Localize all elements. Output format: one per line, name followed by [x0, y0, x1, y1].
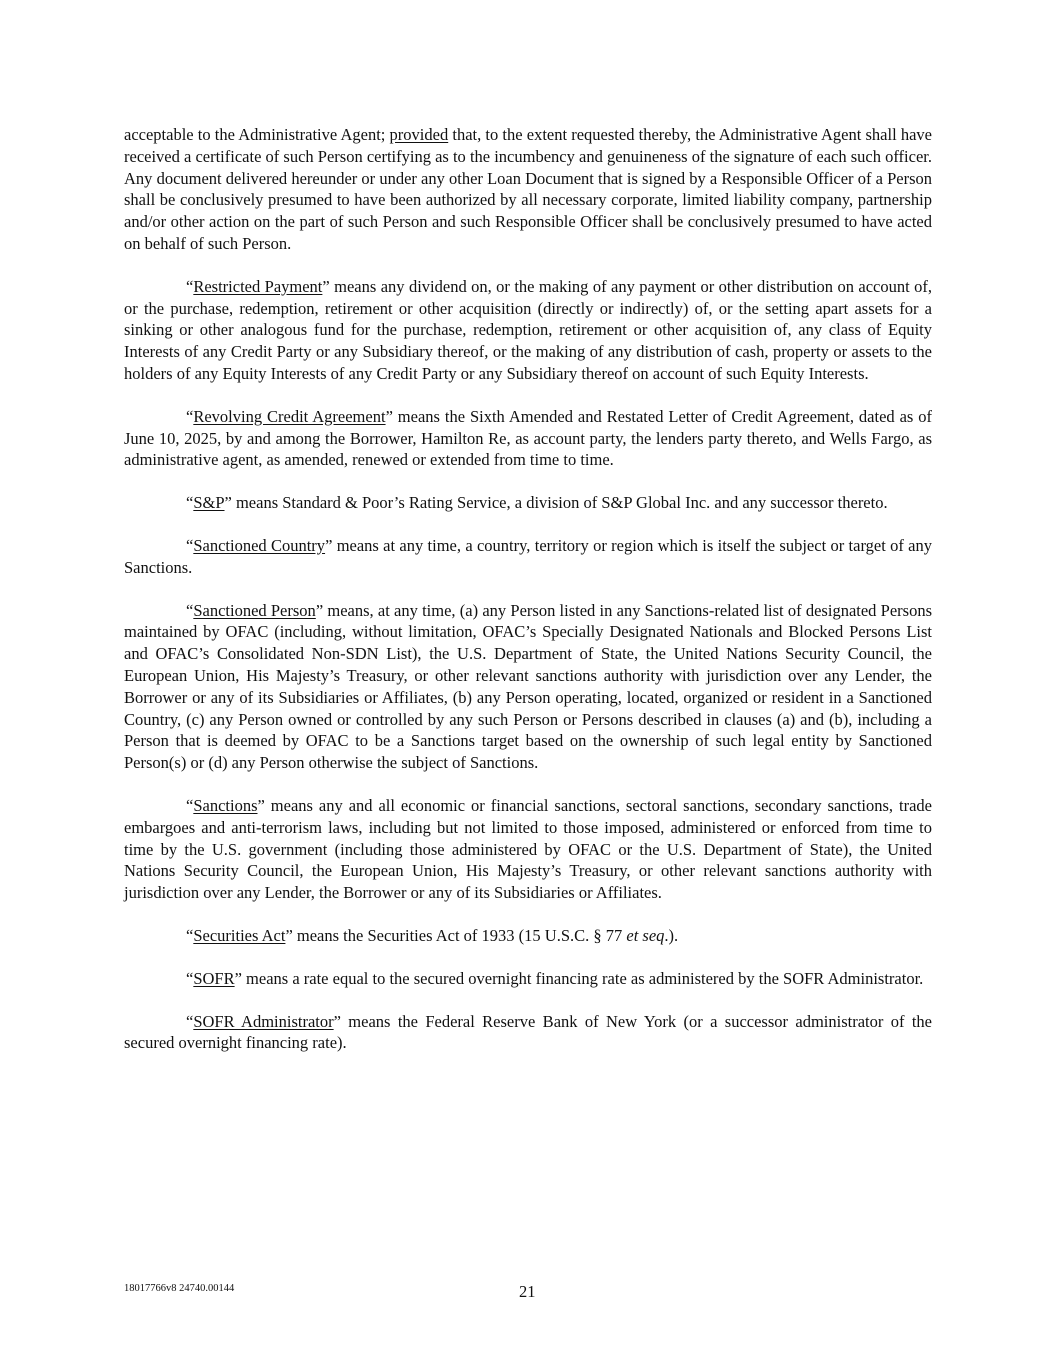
definition-sofr: [124, 968, 932, 990]
defined-term: SOFR: [193, 968, 235, 988]
defined-term: Revolving Credit Agreement: [193, 406, 386, 426]
definition-sanctions: [124, 795, 932, 904]
definition-text: ” means, at any time, (a) any Person listed in any Sanctions-related list of designated Persons maintained by OFAC (including, without limitation, OFAC’s Specially Designated Nationals and Blocked Persons List and OFAC’s Consolidated Non-SDN List), the U.S. Department of State, the United Nations Security Council, the European Union, His Majesty’s Treasury, or other relevant sanctions authority with jurisdiction over any Lender, the Borrower or any of its Subsidiaries or Affiliates, (b) any Person operating, located, organized or resident in a Sanctioned Country, (c) any Person owned or controlled by any such Person or Persons described in clauses (a) and (b), including a Person that is deemed by OFAC to be a Sanctions target based on the ownership of such legal entity by Sanctioned Person(s) or (d) any Person otherwise the subject of Sanctions.: [124, 600, 932, 773]
definition-text: ” means the Sixth Amended and Restated Letter of Credit Agreement, dated as of June 10, 2025, by and among the Borrower, Hamilton Re, as account party, the lenders party thereto, and Wells Fargo, as administrative agent, as amended, renewed or extended from time to time.: [124, 406, 932, 470]
definition-text: ” means a rate equal to the secured overnight financing rate as administered by the SOFR Administrator.: [234, 968, 924, 988]
definition-text-tail: .).: [664, 925, 679, 945]
open-quote: “: [186, 493, 194, 513]
paragraph-text: acceptable to the Administrative Agent;: [124, 125, 390, 144]
definition-text: ” means the Securities Act of 1933 (15 U.S.C. § 77: [285, 925, 627, 945]
open-quote: “: [186, 406, 194, 426]
open-quote: “: [186, 968, 194, 988]
definition-s-and-p: [124, 492, 932, 514]
paragraph-continuation: [124, 124, 932, 255]
definition-text: ” means Standard & Poor’s Rating Service, a division of S&P Global Inc. and any successor thereto.: [224, 493, 888, 513]
defined-term: Sanctions: [193, 795, 258, 815]
definition-text: ” means any dividend on, or the making of any payment or other distribution on account of, or the purchase, redemption, retirement or other acquisition (directly or indirectly) of, or the setting apart assets for a sinking or other analogous fund for the purchase, redemption, retirement or other acquisition of, any class of Equity Interests of any Credit Party or any Subsidiary thereof, or the making of any distribution of cash, property or assets to the holders of any Equity Interests of any Credit Party or any Subsidiary thereof on account of such Equity Interests.: [124, 276, 932, 383]
defined-term: SOFR Administrator: [193, 1011, 334, 1031]
defined-term: Securities Act: [193, 925, 286, 945]
definition-sofr-administrator: [124, 1011, 932, 1055]
definition-sanctioned-country: [124, 535, 932, 579]
definition-securities-act: [124, 925, 932, 947]
defined-term: Sanctioned Person: [193, 600, 316, 620]
open-quote: “: [186, 795, 194, 815]
open-quote: “: [186, 600, 194, 620]
definition-sanctioned-person: [124, 600, 932, 774]
definition-restricted-payment: [124, 276, 932, 385]
paragraph-text: that, to the extent requested thereby, the Administrative Agent shall have received a certificate of such Person certifying as to the incumbency and genuineness of the signature of each such officer. Any document delivered hereunder or under any other Loan Document that is signed by a Responsible Officer of a Person shall be conclusively presumed to have been authorized by all necessary corporate, limited liability company, partnership and/or other action on the part of such Person and such Responsible Officer shall be conclusively presumed to have acted on behalf of such Person.: [124, 125, 932, 253]
open-quote: “: [186, 276, 194, 296]
defined-term: Restricted Payment: [193, 276, 323, 296]
definition-revolving-credit-agreement: [124, 406, 932, 471]
italic-latin-phrase: et seq: [626, 925, 665, 945]
open-quote: “: [186, 1011, 194, 1031]
defined-term: S&P: [193, 493, 225, 513]
open-quote: “: [186, 535, 194, 555]
page-number: 21: [519, 1282, 536, 1301]
definition-text: ” means the Federal Reserve Bank of New York (or a successor administrator of the secured overnight financing rate).: [124, 1011, 932, 1053]
definition-text: ” means at any time, a country, territory or region which is itself the subject or target of any Sanctions.: [124, 535, 933, 577]
footer-document-id: 18017766v8 24740.00144: [124, 1283, 235, 1294]
open-quote: “: [186, 925, 194, 945]
document-body: [124, 124, 932, 1075]
defined-term: Sanctioned Country: [193, 535, 326, 555]
defined-term: provided: [389, 125, 449, 144]
definition-text: ” means any and all economic or financial sanctions, sectoral sanctions, secondary sanctions, trade embargoes and anti-terrorism laws, including but not limited to those imposed, administered or enforced from time to time by the U.S. government (including those administered by OFAC or the U.S. Department of State), the United Nations Security Council, the European Union, His Majesty’s Treasury, or other relevant sanctions authority with jurisdiction over any Lender, the Borrower or any of its Subsidiaries or Affiliates.: [124, 795, 932, 903]
